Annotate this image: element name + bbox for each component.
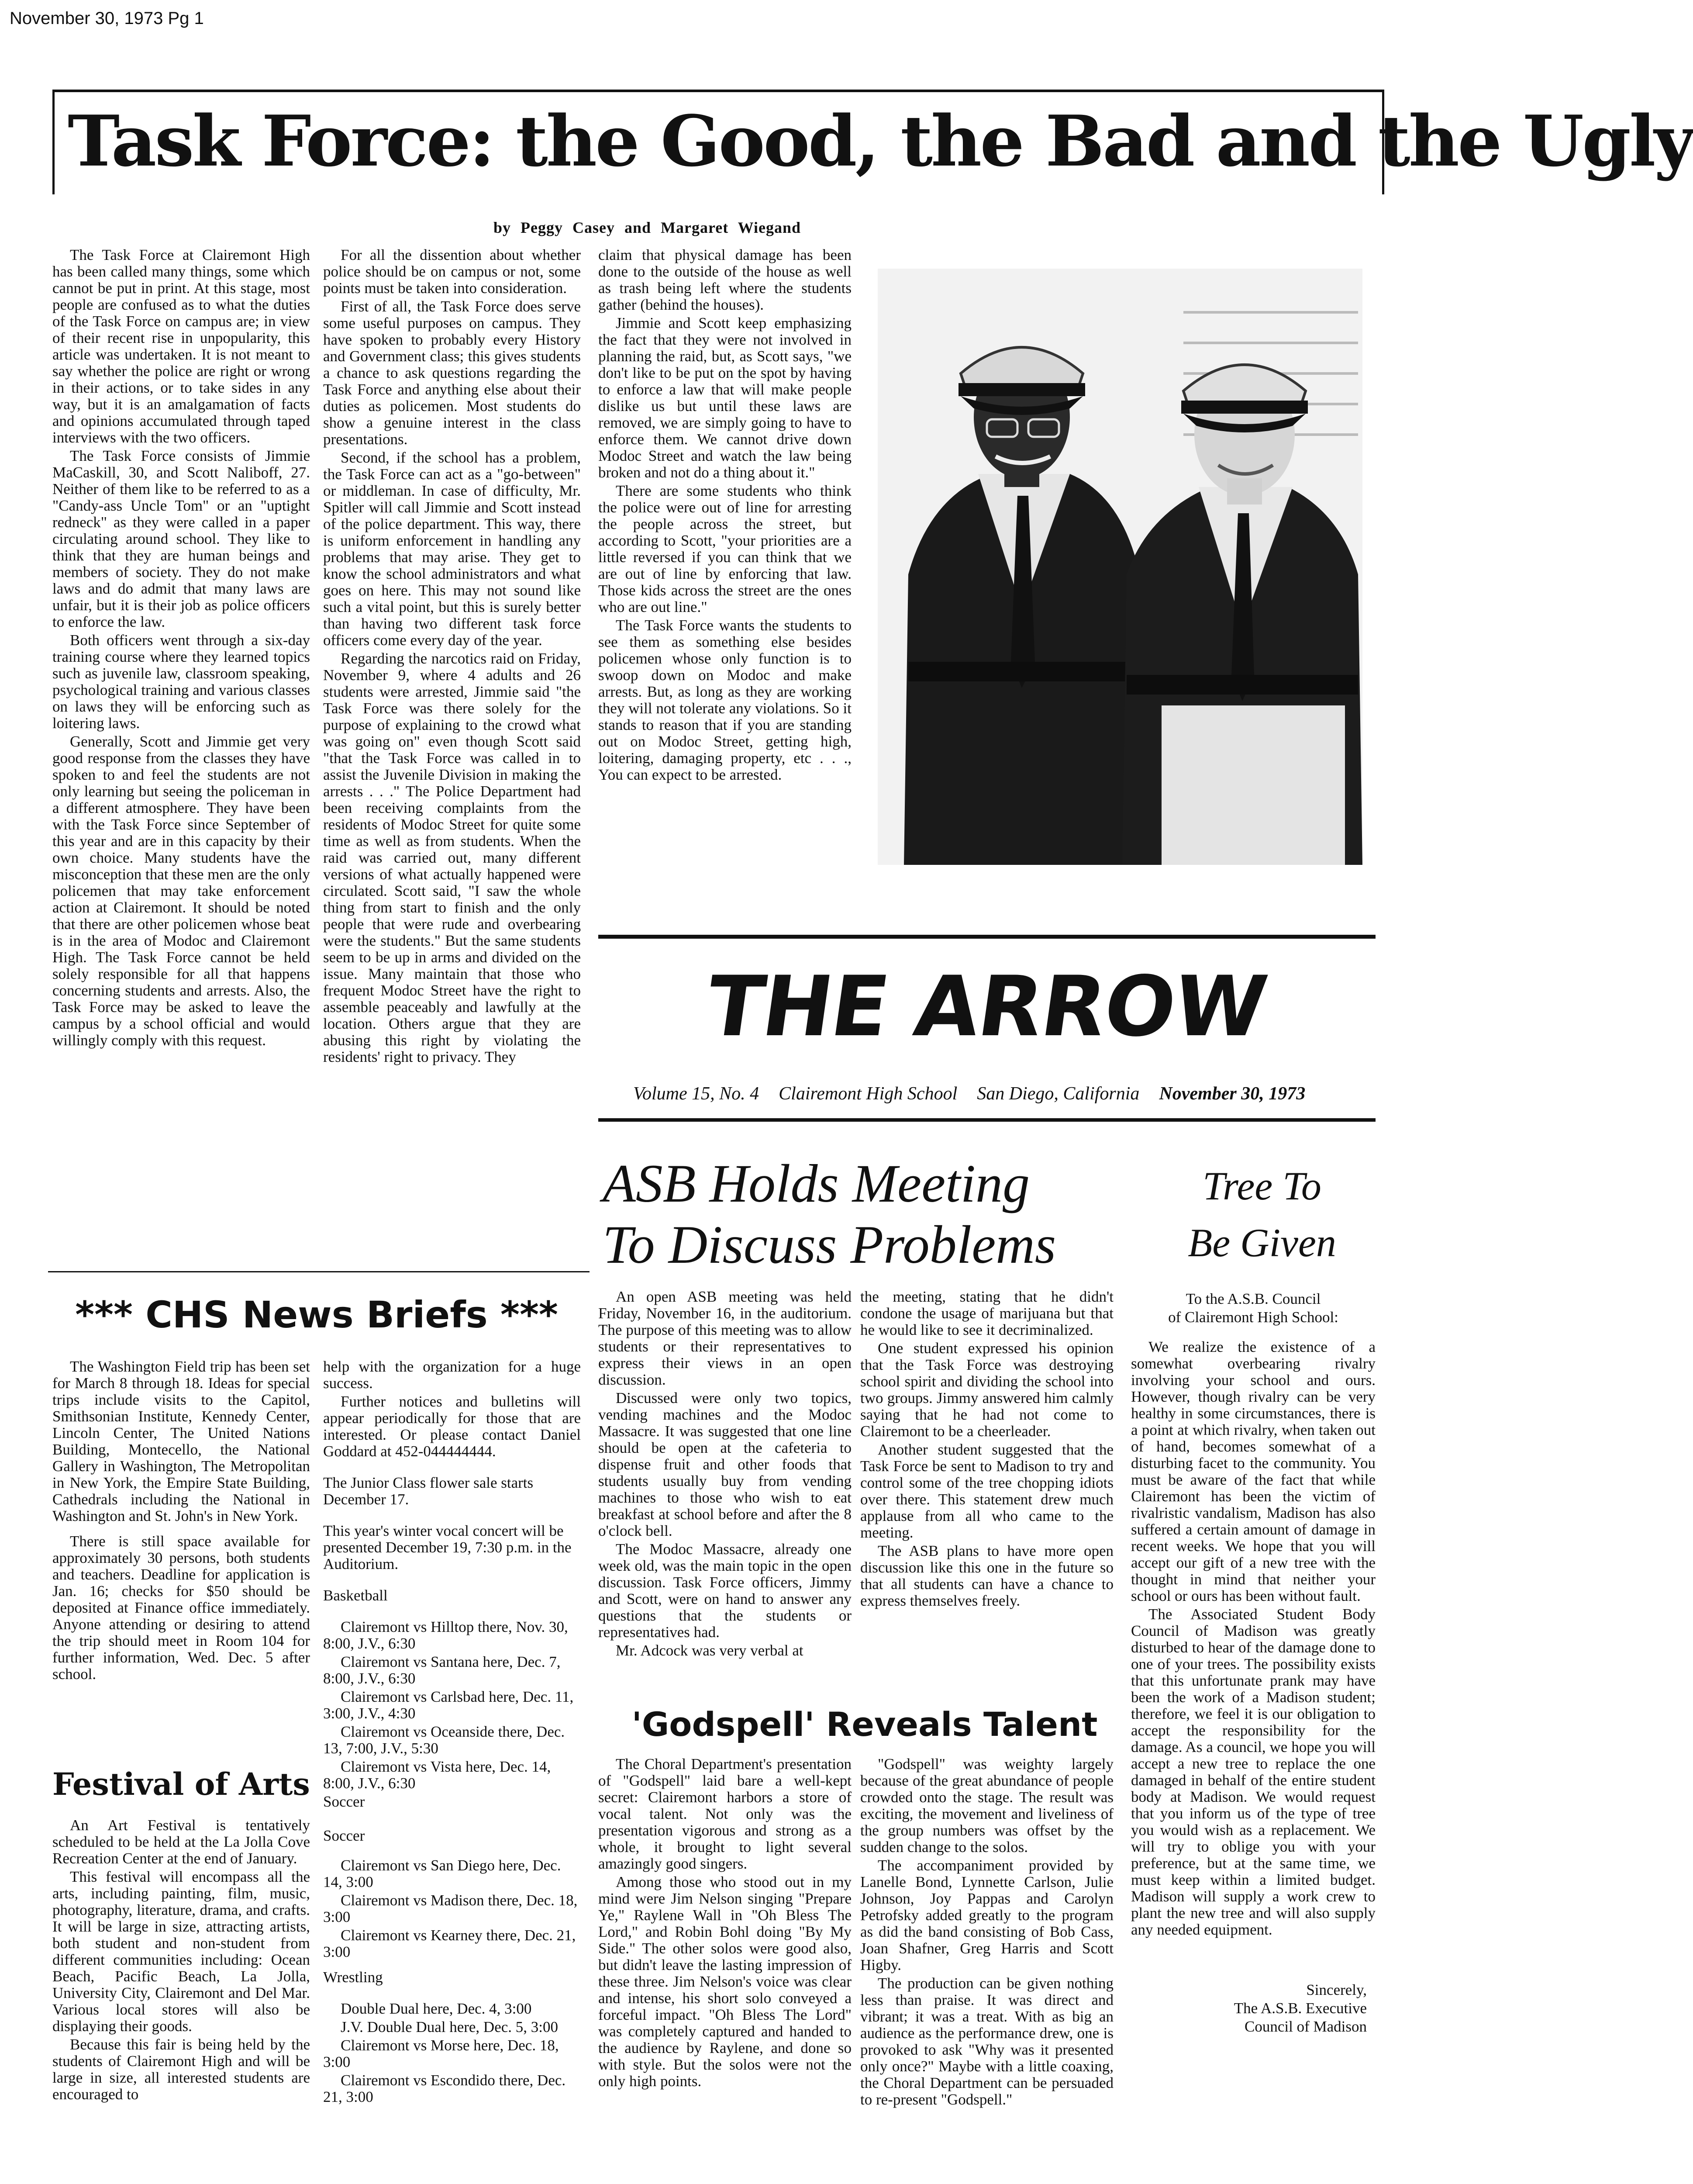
festival-title: Festival of Arts <box>52 1766 310 1802</box>
tree-signature-1: The A.S.B. Executive <box>1234 2000 1367 2017</box>
paragraph: The Modoc Massacre, already one week old, was the main topic in the open discussion. Task Force officers, Jimmy and Scott, were on hand to answer any questions that the students or representatives had. <box>598 1541 852 1641</box>
schedule-item: Clairemont vs San Diego here, Dec. 14, 3:00 <box>323 1857 561 1890</box>
festival-column <box>52 1817 310 2105</box>
paragraph: Among those who stood out in my mind were Jim Nelson singing "Prepare Ye," Raylene Wall in "Oh Bless The Lord," and Robin Bohl doing "By My Side." The other solos were good also, but didn't leave the lasting impression of these three. Jim Nelson's voice was clear and intense, his short solo conveyed a forceful impact. "Oh Bless The Lord" was completely captured and handed to the audience by Raylene, and done so with style. But the solos were not the only high points. <box>598 1873 852 2090</box>
paragraph: An open ASB meeting was held Friday, November 16, in the auditorium. The purpose of this meeting was to allow students or their representatives to express their views in an open discussion. <box>598 1288 852 1388</box>
schedule-item: Double Dual here, Dec. 4, 3:00 <box>341 2000 532 2017</box>
news-briefs-column-2 <box>323 1358 581 2107</box>
paragraph: An Art Festival is tentatively scheduled to be held at the La Jolla Cove Recreation Center at the end of January. <box>52 1817 310 1867</box>
task-force-column-2 <box>323 247 581 1067</box>
schedule-item: Clairemont vs Carlsbad here, Dec. 11, 3:00, J.V., 4:30 <box>323 1688 574 1722</box>
paragraph: the meeting, stating that he didn't condone the usage of marijuana but that he would like to see it decriminalized. <box>860 1288 1114 1338</box>
tree-headline-line-2: Be Given <box>1188 1220 1336 1265</box>
paragraph: Discussed were only two topics, vending machines and the Modoc Massacre. It was suggested that one line should be open at the cafeteria to dispense fruit and other foods that students usually buy from vending machines to those who wish to eat breakfast at school before and after the 8 o'clock bell. <box>598 1389 852 1539</box>
paragraph: The Washington Field trip has been set for March 8 through 18. Ideas for special trips include visits to the Capitol, Smithsonian Institute, Kennedy Center, Lincoln Center, The United Nations Building, Montecello, the National Gallery in Washington, The Metropolitan in New York, the Empire State Building, Cathedrals including the National in Washington and St. John's in New York. <box>52 1358 310 1524</box>
paragraph: Another student suggested that the Task Force be sent to Madison to try and control some of the tree chopping idiots over there. This statement drew much applause from all who came to the meeting. <box>860 1441 1114 1541</box>
tree-headline-line-1: Tree To <box>1203 1164 1321 1208</box>
schedule-item: Clairemont vs Escondido there, Dec. 21, 3:00 <box>323 2072 566 2105</box>
paragraph: The Task Force wants the students to see them as something else besides policemen whose only function is to swoop down on Modoc and make arrests. But, as long as they are working they will not tolerate any violations. So it stands to reason that if you are standing out on Modoc Street, getting high, loitering, damaging property, etc . . ., You can expect to be arrested. <box>598 617 852 783</box>
paragraph: Generally, Scott and Jimmie get very good response from the classes they have spoken to and feel the students are not only learning but seeing the policeman in a different atmosphere. They have been with the Task Force since September of this year and are in this capacity by their own choice. Many students have the misconception that these men are the only policemen that may take enforcement action at Clairemont. It should be noted that there are other policemen whose beat is in the area of Modoc and Clairemont High. The Task Force cannot be held solely responsible for all that happens concerning students and arrests. Also, the Task Force may be asked to leave the campus by a school official and would willingly comply with this request. <box>52 733 310 1049</box>
news-briefs-title: *** CHS News Briefs *** <box>75 1293 558 1336</box>
paragraph: The Task Force consists of Jimmie MaCaskill, 30, and Scott Naliboff, 27. Neither of them like to be referred to as a "Candy-ass Uncle Tom" or an "uptight redneck" as they were called in a paper circulating around school. They like to think that they are human beings and members of society. They do not make laws and do admit that many laws are unfair, but it is their job as police officers to enforce the law. <box>52 447 310 630</box>
paragraph: The production can be given nothing less than praise. It was direct and vibrant; it was a treat. With as big an audience as the performance drew, one is provoked to ask "Why was it presented only once?" Maybe with a little coaxing, the Choral Department can be persuaded to re-present "Godspell." <box>860 1975 1114 2108</box>
tree-salutation-2: of Clairemont High School: <box>1168 1309 1338 1326</box>
godspell-column-2 <box>860 1756 1114 2110</box>
paragraph: For all the dissention about whether police should be on campus or not, some points must be taken into consideration. <box>323 246 581 297</box>
paragraph: The Associated Student Body Council of Madison was greatly disturbed to hear of the damage done to one of your trees. The possibility exists that this unfortunate prank may have been the work of a Madison student; therefore, we feel it is our obligation to accept the responsibility for the damage. As a council, we hope you will accept a new tree to replace the one damaged in behalf of the entire student body at Madison. We would request that you inform us of the type of tree you would wish as a replacement. We will try to oblige you with your preference, but at the same time, we must keep within a limited budget. Madison will supply a work crew to plant the new tree and will also supply any needed equipment. <box>1131 1606 1376 1938</box>
paragraph: Both officers went through a six-day training course where they learned topics such as juvenile law, classroom speaking, psychological training and various classes on laws they will be enforcing such as loitering laws. <box>52 632 310 732</box>
godspell-title: 'Godspell' Reveals Talent <box>631 1705 1098 1744</box>
paragraph: Further notices and bulletins will appear periodically for those that are interested. Or please contact Daniel Goddard at 452-044444444. <box>323 1393 581 1460</box>
task-force-title: Task Force: the Good, the Bad and the Ugly <box>68 100 1693 182</box>
asb-headline-line-1: ASB Holds Meeting <box>603 1154 1030 1213</box>
task-force-headline-box <box>52 90 1693 194</box>
paragraph: "Godspell" was weighty largely because of the great abundance of people crowded onto the stage. The result was exciting, the movement and liveliness of the group numbers was offset by the sudden change to the solos. <box>860 1755 1114 1856</box>
paragraph: help with the organization for a huge success. <box>323 1358 581 1392</box>
city: San Diego, California <box>977 1084 1140 1104</box>
masthead-logo: THE ARROW <box>700 958 1272 1055</box>
paragraph: Because this fair is being held by the students of Clairemont High and will be large in size, all interested students are encouraged to <box>52 2036 310 2103</box>
junior-class-notice: The Junior Class flower sale starts December 17. <box>323 1474 534 1508</box>
schedule-item: Clairemont vs Morse here, Dec. 18, 3:00 <box>323 2037 559 2070</box>
headline-top-rule <box>52 90 1384 92</box>
task-force-column-1 <box>52 247 310 1051</box>
paragraph: Jimmie and Scott keep emphasizing the fact that they were not involved in planning the raid, but, as Scott says, "we don't like to be put on the spot by having to enforce a law that will make people dislike us but until these laws are removed, we are simply going to have to enforce them. We cannot drive down Modoc Street and watch the law being broken and not do a thing about it." <box>598 314 852 481</box>
news-briefs-top-rule <box>48 1271 590 1272</box>
tree-signature-2: Council of Madison <box>1245 2018 1367 2035</box>
paragraph: The Choral Department's presentation of "Godspell" laid bare a well-kept secret: Clairemont harbors a store of vocal talent. Not only was the presentation vigorous and strong as a whole, it brought to light several amazingly good singers. <box>598 1755 852 1872</box>
paragraph: Second, if the school has a problem, the Task Force can act as a "go-between" or middleman. In case of difficulty, Mr. Spitler will call Jimmie and Scott instead of the police department. This way, there is uniform enforcement in handling any problems that may arise. They get to know the school administrators and what goes on here. This may not sound like such a vital point, but this is surely better than having two different task force officers come every day of the year. <box>323 449 581 649</box>
paragraph: Regarding the narcotics raid on Friday, November 9, where 4 adults and 26 students were arrested, Jimmie said "the Task Force was there solely for the purpose of explaining to the crowd what was going on" even though Scott said "that the Task Force was called in to assist the Juvenile Division in making the arrests . . ." The Police Department had been receiving complaints from the residents of Modoc Street for quite some time as well as from students. When the raid was carried out, many different versions of what actually happened were circulated. Scott said, "I saw the whole thing from start to finish and the only people that were rude and overbearing were the students." But the same students seem to be up in arms and divided on the issue. Many maintain that those who frequent Modoc Street have the right to assemble peaceably and lawfully at the location. Others argue that they are abusing this right by violating the residents' right to privacy. They <box>323 650 581 1065</box>
soccer-label: Soccer <box>323 1793 365 1810</box>
schedule-item: J.V. Double Dual here, Dec. 5, 3:00 <box>341 2018 558 2035</box>
tree-headline <box>1153 1158 1371 1271</box>
schedule-item: Clairemont vs Santana here, Dec. 7, 8:00, J.V., 6:30 <box>323 1653 561 1687</box>
paragraph: We realize the existence of a somewhat overbearing rivalry involving your school and ours. However, though rivalry can be very healthy in some circumstances, there is a point at which rivalry, when taken out of hand, becomes somewhat of a disturbing facet to the community. You must be aware of the fact that while Clairemont has been the victim of rivalristic vandalism, Madison has also suffered a certain amount of damage in recent weeks. We hope that you will accept our gift of a new tree with the thought in mind that neither your school or ours has been without fault. <box>1131 1338 1376 1604</box>
godspell-column-1 <box>598 1756 852 2091</box>
paragraph: One student expressed his opinion that the Task Force was destroying school spirit and dividing the school into two groups. Jimmy answered him calmly saying that he had not come to Clairemont to be a cheerleader. <box>860 1340 1114 1440</box>
schedule-item: Clairemont vs Madison there, Dec. 18, 3:00 <box>323 1892 578 1925</box>
asb-headline-line-2: To Discuss Problems <box>603 1215 1056 1275</box>
soccer-label: Soccer <box>323 1827 365 1844</box>
paragraph: There are some students who think the police were out of line for arresting the people across the street, but according to Scott, "your priorities are a little reversed if you can think that we are out of line by enforcing that law. Those kids across the street are the ones who are out line." <box>598 482 852 615</box>
task-force-column-3 <box>598 247 852 785</box>
paragraph: This festival will encompass all the arts, including painting, film, music, photography, literature, drama, and crafts. It will be large in size, attracting artists, both student and non-student from different communities including: Ocean Beach, Pacific Beach, La Jolla, University City, Clairemont and Del Mar. Various local stores will also be displaying their goods. <box>52 1868 310 2035</box>
paragraph: The accompaniment provided by Lanelle Bond, Lynnette Carlson, Julie Johnson, Joy Pappas and Carolyn Petrofsky added greatly to the program as did the band consisting of Bob Cass, Joan Shafner, Greg Harris and Scott Higby. <box>860 1857 1114 1973</box>
paragraph: First of all, the Task Force does serve some useful purposes on campus. They have spoken to probably every History and Government class; this gives students a chance to ask questions regarding the Task Force and anything else about their duties as policemen. Most students do show a genuine interest in the class presentations. <box>323 298 581 448</box>
page-label: November 30, 1973 Pg 1 <box>10 9 204 28</box>
task-force-byline: by Peggy Casey and Margaret Wiegand <box>493 219 801 236</box>
issue-date: November 30, 1973 <box>1159 1084 1306 1104</box>
paragraph: claim that physical damage has been done to the outside of the house as well as trash being left where the students gather (behind the houses). <box>598 246 852 313</box>
volume-number: Volume 15, No. 4 <box>633 1084 759 1104</box>
schedule-item: Clairemont vs Kearney there, Dec. 21, 3:00 <box>323 1927 576 1960</box>
school-name: Clairemont High School <box>779 1084 958 1104</box>
tree-closing: Sincerely, <box>1306 1981 1367 1998</box>
basketball-label: Basketball <box>323 1587 388 1604</box>
tree-letter-column <box>1131 1291 1376 2037</box>
masthead-info-line <box>633 1083 1376 1104</box>
schedule-item: Clairemont vs Hilltop there, Nov. 30, 8:00, J.V., 6:30 <box>323 1618 568 1652</box>
paragraph: Mr. Adcock was very verbal at <box>616 1642 803 1659</box>
officers-photo-illustration <box>878 269 1362 865</box>
news-briefs-column-1 <box>52 1358 310 1684</box>
tree-salutation-1: To the A.S.B. Council <box>1186 1290 1321 1307</box>
asb-column-1 <box>598 1289 852 1661</box>
asb-headline <box>603 1153 1153 1275</box>
schedule-item: Clairemont vs Oceanside there, Dec. 13, 7:00, J.V., 5:30 <box>323 1723 565 1757</box>
asb-column-2 <box>860 1289 1114 1611</box>
vocal-concert-notice: This year's winter vocal concert will be presented December 19, 7:30 p.m. in the Auditorium. <box>323 1522 572 1572</box>
schedule-item: Clairemont vs Vista here, Dec. 14, 8:00, J.V., 6:30 <box>323 1758 551 1792</box>
paragraph: There is still space available for approximately 30 persons, both students and teachers. Deadline for application is Jan. 16; checks for $50 should be deposited at Finance office immediately. Anyone attending or desiring to attend the trip should meet in Room 104 for further information, Wed. Dec. 5 after school. <box>52 1533 310 1683</box>
masthead-rule <box>598 1118 1376 1122</box>
paragraph: The ASB plans to have more open discussion like this one in the future so that all students can have a chance to express themselves freely. <box>860 1542 1114 1609</box>
officers-photo <box>878 269 1362 865</box>
wrestling-label: Wrestling <box>323 1969 383 1986</box>
paragraph: The Task Force at Clairemont High has been called many things, some which cannot be put in print. At this stage, most people are confused as to what the duties of the Task Force on campus are; in view of their recent rise in unpopularity, this article was undertaken. It is not meant to say whether the police are right or wrong in their actions, or to take sides in any way, but it is an amalgamation of facts and opinions accumulated through taped interviews with the two officers. <box>52 246 310 446</box>
section-rule-thick <box>598 935 1376 939</box>
